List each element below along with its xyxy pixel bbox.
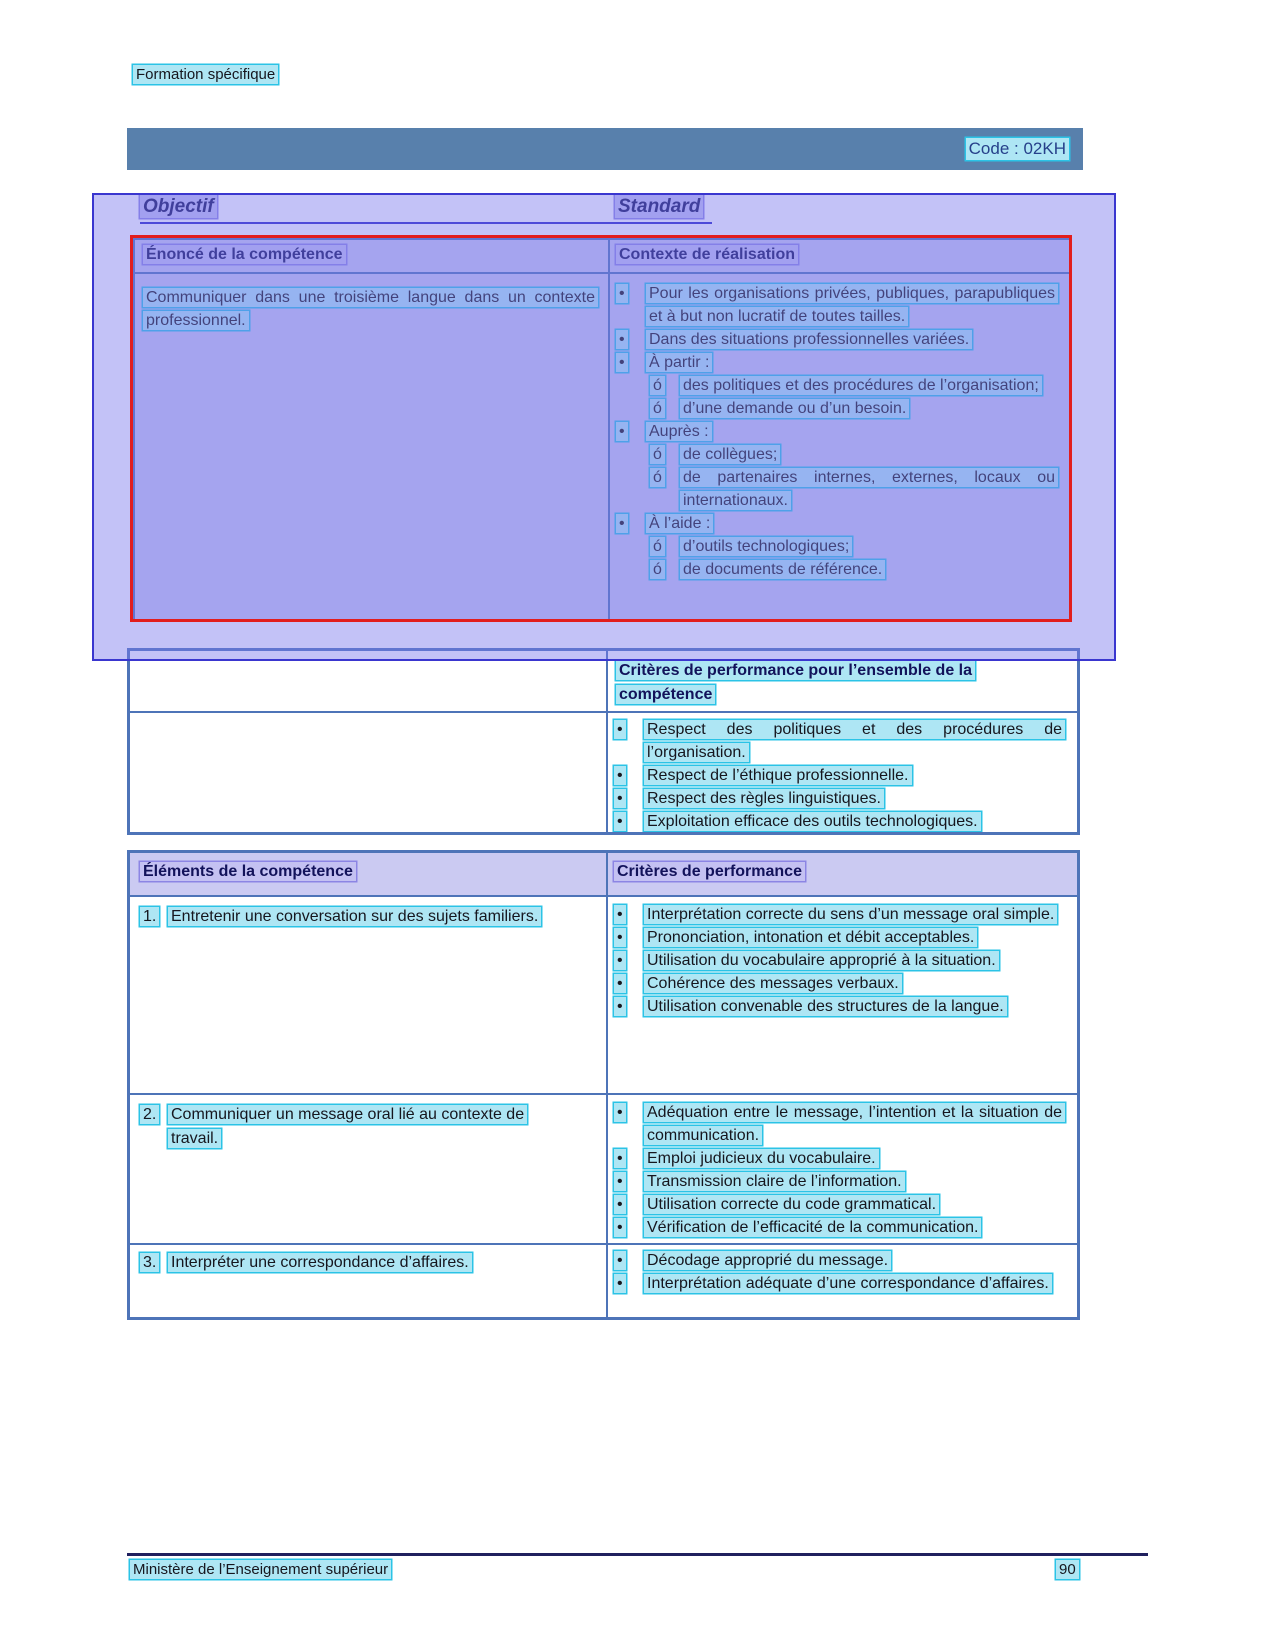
list-item: [614, 1101, 1071, 1147]
sub-list-item: [616, 558, 1064, 581]
element-cell: [130, 897, 608, 1093]
list-item: [616, 512, 1064, 535]
footer-rule: [127, 1553, 1148, 1556]
list-item-text: Respect des règles linguistiques.: [644, 789, 884, 808]
element-text: Communiquer un message oral lié au contexte de travail.: [168, 1105, 527, 1148]
bullet-icon: •: [614, 997, 626, 1016]
enonce-header-text: Énoncé de la compétence: [143, 245, 346, 264]
list-item-text: Utilisation correcte du code grammatical.: [644, 1195, 939, 1214]
criteria-list: [608, 1095, 1077, 1243]
criteres-ensemble-header-row: [130, 651, 1077, 713]
sub-list-item: [616, 535, 1064, 558]
sub-list-item: [616, 374, 1064, 397]
list-item: [614, 1249, 1071, 1272]
standard-heading-text: Standard: [615, 195, 703, 218]
list-item-text: Prononciation, intonation et débit acceptables.: [644, 928, 977, 947]
bullet-icon: •: [614, 974, 626, 993]
heading-underline: [140, 222, 712, 224]
objectif-heading: [140, 196, 217, 218]
element-cell: [130, 1095, 608, 1243]
list-item: [614, 949, 1071, 972]
list-item: [614, 787, 1071, 810]
bullet-icon: •: [614, 1251, 626, 1270]
list-item-text: Transmission claire de l’information.: [644, 1172, 905, 1191]
list-item: [614, 903, 1071, 926]
list-item: [614, 1193, 1071, 1216]
list-item-text: Vérification de l’efficacité de la communication.: [644, 1218, 981, 1237]
element-cell: [130, 1245, 608, 1317]
sub-list-item-text: d’outils technologiques;: [680, 537, 852, 556]
bullet-icon: •: [616, 284, 628, 303]
code-label: Code : 02KH: [966, 138, 1069, 160]
element-number: 2.: [140, 1105, 159, 1124]
list-item: [614, 718, 1071, 764]
list-item: [614, 1170, 1071, 1193]
footer-page-number-text: 90: [1056, 1560, 1079, 1579]
bullet-icon: •: [614, 951, 626, 970]
list-item-text: Dans des situations professionnelles variées.: [646, 330, 972, 349]
criteres-ensemble-body-row: [130, 713, 1077, 832]
section-label: [133, 66, 278, 83]
sub-bullet-icon: ó: [650, 399, 665, 418]
bullet-icon: •: [614, 1218, 626, 1237]
sub-bullet-icon: ó: [650, 537, 665, 556]
section-label-text: Formation spécifique: [133, 65, 278, 84]
bullet-icon: •: [614, 1149, 626, 1168]
criteres-header-cell: [608, 853, 1077, 895]
list-item-text: À partir :: [646, 353, 712, 372]
list-item-text: Emploi judicieux du vocabulaire.: [644, 1149, 879, 1168]
list-item: [614, 995, 1071, 1018]
list-item-text: Exploitation efficace des outils technologiques.: [644, 812, 981, 831]
list-item: [616, 351, 1064, 374]
element-text: Entretenir une conversation sur des sujets familiers.: [168, 907, 541, 926]
contexte-header-text: Contexte de réalisation: [616, 245, 798, 264]
list-item-text: À l’aide :: [646, 514, 713, 533]
bullet-icon: •: [614, 812, 626, 831]
criteres-ensemble-table: [127, 648, 1080, 835]
list-item-text: Interprétation correcte du sens d’un message oral simple.: [644, 905, 1057, 924]
criteres-ensemble-header-cell: [608, 651, 1077, 711]
sub-bullet-icon: ó: [650, 445, 665, 464]
list-item: [614, 1216, 1071, 1239]
list-item-text: Auprès :: [646, 422, 712, 441]
bullet-icon: •: [614, 1172, 626, 1191]
empty-cell: [130, 651, 608, 711]
list-item: [616, 328, 1064, 351]
sub-list-item-text: de collègues;: [680, 445, 780, 464]
sub-bullet-icon: ó: [650, 468, 665, 487]
sub-bullet-icon: ó: [650, 376, 665, 395]
enonce-cell: [135, 274, 610, 620]
criteria-list: [608, 1245, 1077, 1317]
element-number: 1.: [140, 907, 159, 926]
bullet-icon: •: [614, 1274, 626, 1293]
standard-heading: [615, 196, 703, 218]
criteres-ensemble-header-text: Critères de performance pour l’ensemble de la compétence: [616, 661, 975, 704]
sub-list-item-text: d’une demande ou d’un besoin.: [680, 399, 909, 418]
sub-list-item: [616, 466, 1064, 512]
list-item: [614, 926, 1071, 949]
bullet-icon: •: [616, 422, 628, 441]
list-item-text: Interprétation adéquate d’une correspondance d’affaires.: [644, 1274, 1052, 1293]
bullet-icon: •: [616, 330, 628, 349]
list-item-text: Utilisation du vocabulaire approprié à la situation.: [644, 951, 999, 970]
title-band: [127, 128, 1083, 170]
sub-list-item-text: de partenaires internes, externes, locaux ou internationaux.: [680, 468, 1058, 510]
list-item-text: Respect des politiques et des procédures de l’organisation.: [644, 720, 1065, 762]
list-item: [614, 1272, 1071, 1295]
list-item: [614, 1147, 1071, 1170]
competence-table-body-row: [135, 274, 1070, 620]
bullet-icon: •: [614, 928, 626, 947]
criteres-header-text: Critères de performance: [614, 862, 805, 881]
sub-list-item: [616, 443, 1064, 466]
list-item-text: Cohérence des messages verbaux.: [644, 974, 902, 993]
list-item: [614, 972, 1071, 995]
bullet-icon: •: [616, 514, 628, 533]
list-item-text: Respect de l’éthique professionnelle.: [644, 766, 912, 785]
bullet-icon: •: [614, 766, 626, 785]
elements-table: [127, 850, 1080, 1320]
list-item-text: Pour les organisations privées, publiques, parapubliques et à but non lucratif de toutes tailles.: [646, 284, 1058, 326]
contexte-cell: [610, 274, 1070, 620]
footer-page-number: [1056, 1561, 1079, 1578]
bullet-icon: •: [614, 720, 626, 739]
sub-bullet-icon: ó: [650, 560, 665, 579]
competence-table: [133, 238, 1072, 622]
list-item: [614, 810, 1071, 832]
empty-cell: [130, 713, 608, 832]
enonce-text: Communiquer dans une troisième langue dans un contexte professionnel.: [143, 288, 598, 330]
elements-table-header-row: [130, 853, 1077, 897]
bullet-icon: •: [614, 1195, 626, 1214]
sub-list-item-text: de documents de référence.: [680, 560, 885, 579]
bullet-icon: •: [614, 789, 626, 808]
element-row-2: [130, 1095, 1077, 1245]
sub-list-item: [616, 397, 1064, 420]
contexte-header-cell: [610, 240, 1070, 272]
criteres-ensemble-list: [608, 713, 1077, 832]
bullet-icon: •: [616, 353, 628, 372]
elements-header-cell: [130, 853, 608, 895]
competence-table-header-row: [135, 240, 1070, 274]
bullet-icon: •: [614, 905, 626, 924]
enonce-header-cell: [135, 240, 610, 272]
element-row-3: [130, 1245, 1077, 1317]
footer-ministry: [130, 1561, 391, 1578]
footer-ministry-text: Ministère de l’Enseignement supérieur: [130, 1560, 391, 1579]
list-item: [616, 282, 1064, 328]
sub-list-item-text: des politiques et des procédures de l’organisation;: [680, 376, 1042, 395]
criteria-list: [608, 897, 1077, 1093]
element-number: 3.: [140, 1253, 159, 1272]
list-item-text: Utilisation convenable des structures de la langue.: [644, 997, 1007, 1016]
element-row-1: [130, 897, 1077, 1095]
element-text: Interpréter une correspondance d’affaires.: [168, 1253, 472, 1272]
bullet-icon: •: [614, 1103, 626, 1122]
list-item-text: Décodage approprié du message.: [644, 1251, 891, 1270]
elements-header-text: Éléments de la compétence: [140, 862, 356, 881]
list-item: [614, 764, 1071, 787]
list-item: [616, 420, 1064, 443]
objectif-heading-text: Objectif: [140, 195, 217, 218]
list-item-text: Adéquation entre le message, l’intention et la situation de communication.: [644, 1103, 1065, 1145]
